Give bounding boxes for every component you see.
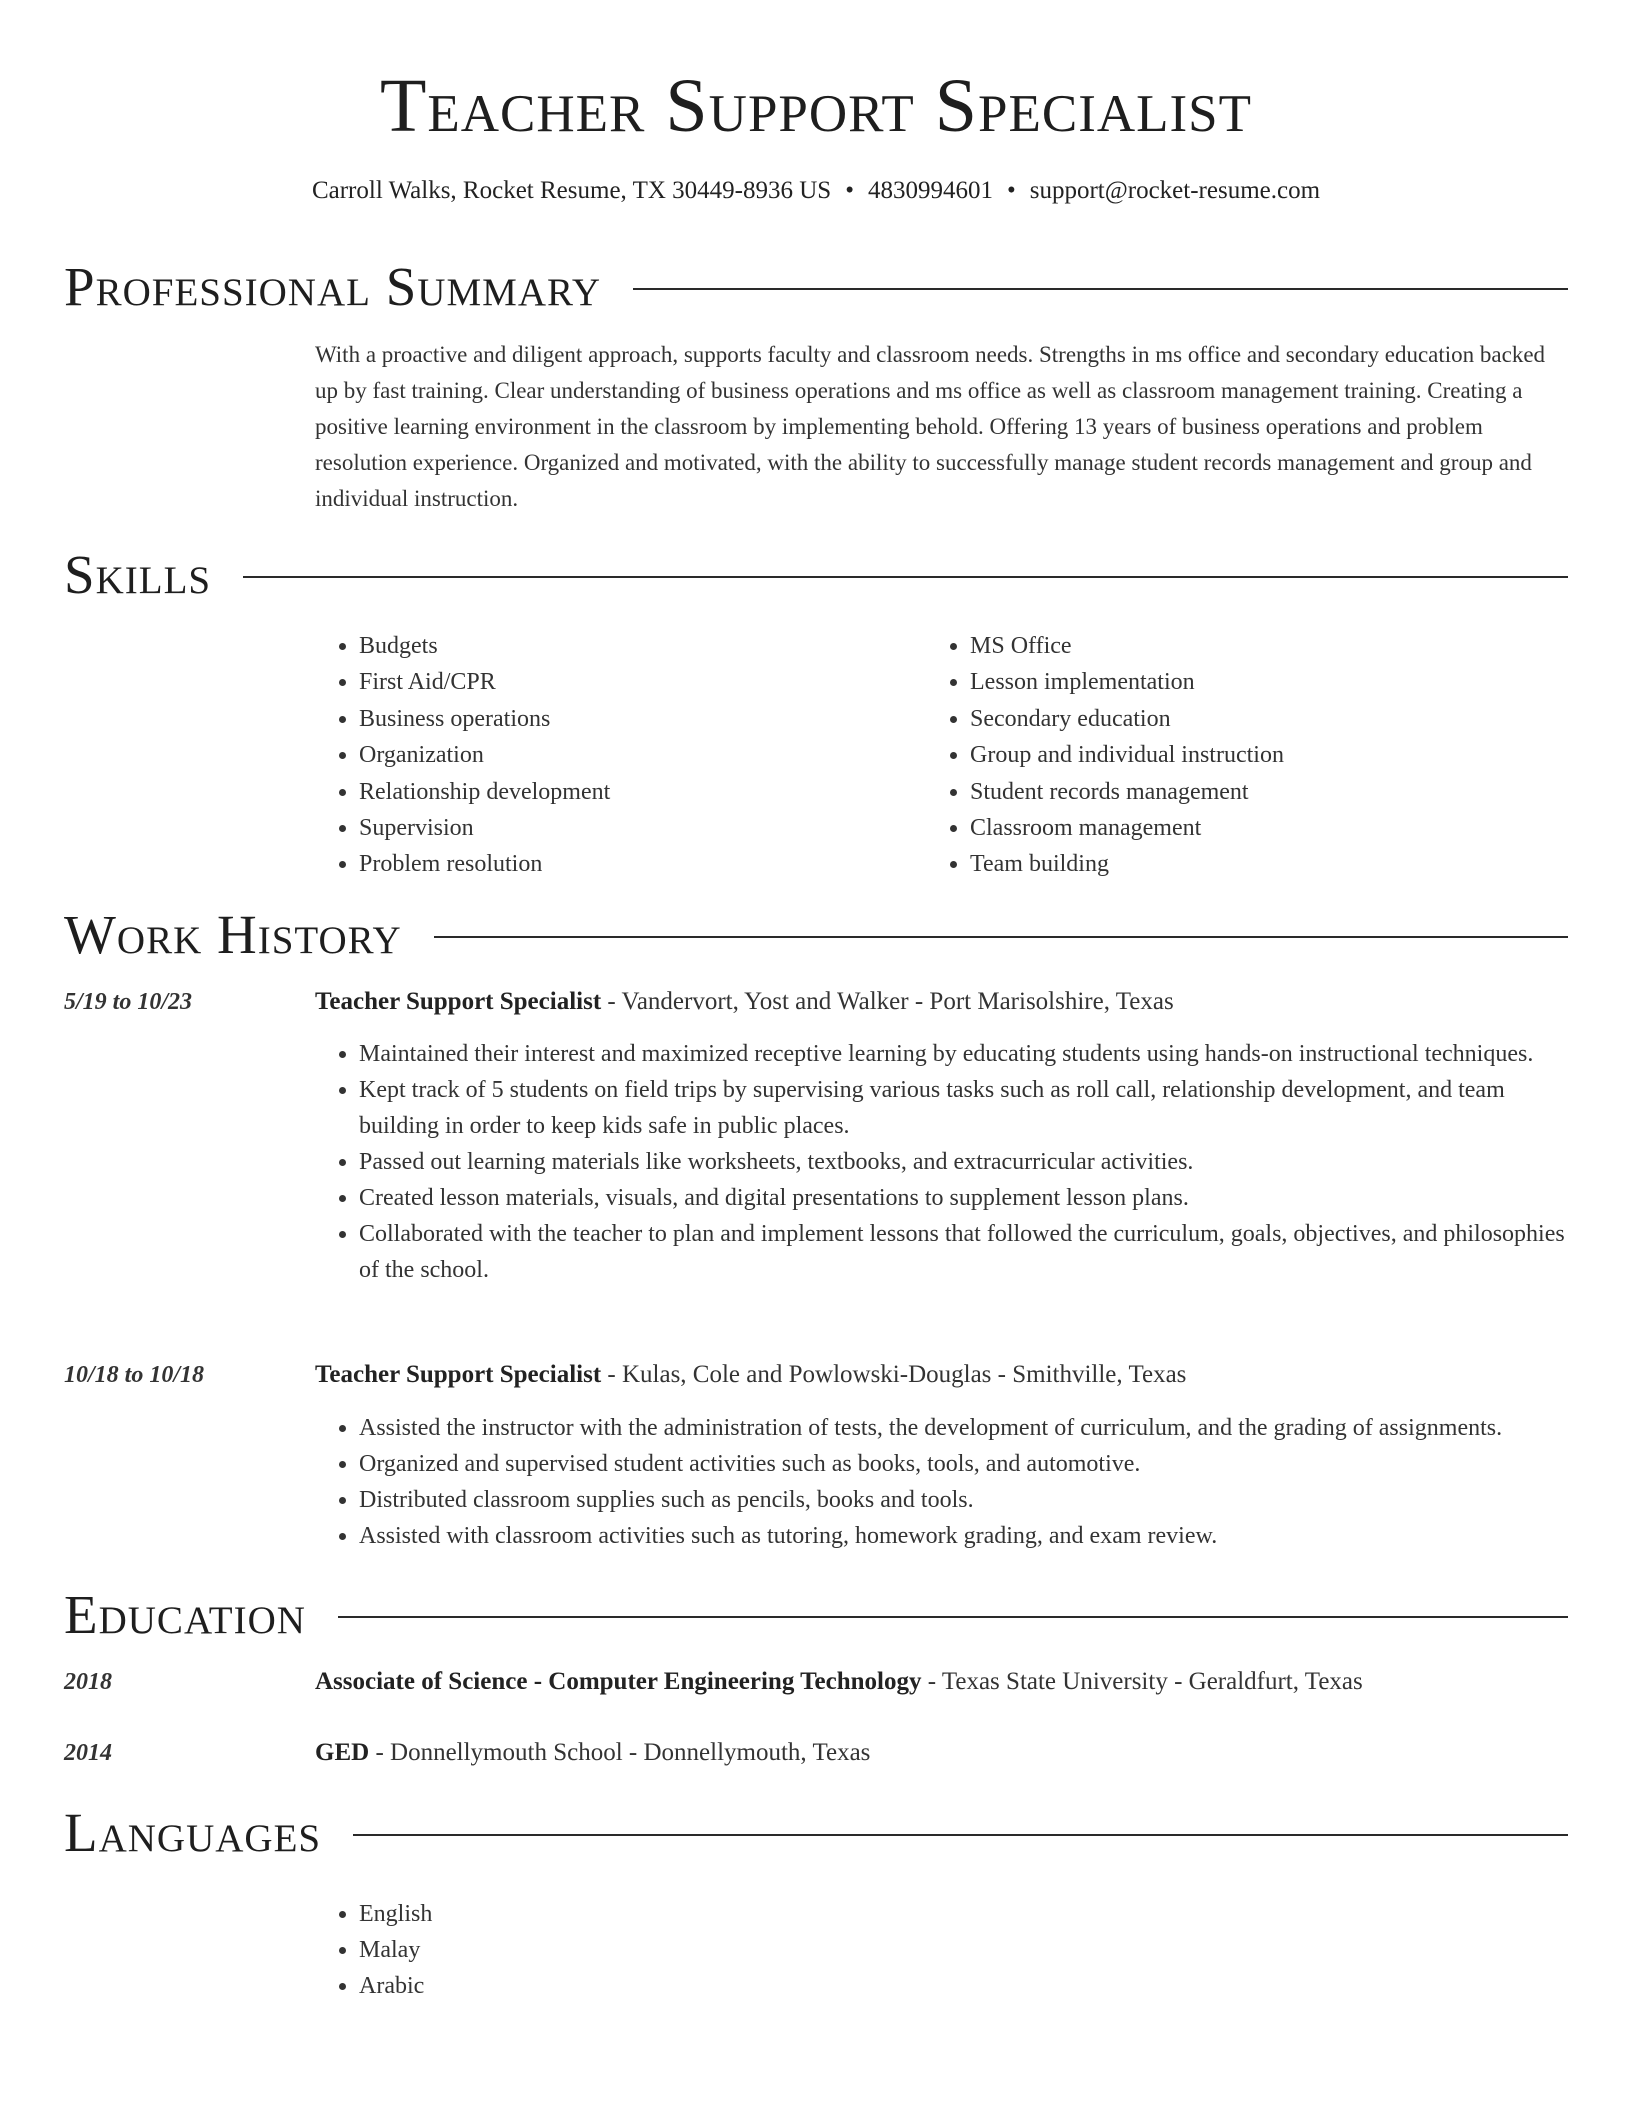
- skills-right-column: [926, 628, 1284, 883]
- job-bullets: [315, 1036, 1570, 1288]
- section-title: Languages: [64, 1802, 322, 1863]
- skill-item: • Student records management: [970, 774, 1284, 810]
- job-bullet: • Distributed classroom supplies such as pencils, books and tools.: [359, 1482, 1570, 1518]
- separator: •: [845, 177, 854, 204]
- job-bullets: [315, 1410, 1570, 1554]
- work-history-section-header: [64, 900, 1568, 970]
- education-year: 2018: [64, 1669, 112, 1695]
- skill-item: • Relationship development: [359, 774, 610, 810]
- section-divider: [243, 576, 1568, 578]
- languages-section-header: [64, 1798, 1568, 1868]
- job-heading: [315, 1357, 1186, 1393]
- skills-section-header: [64, 540, 1568, 610]
- section-divider: [353, 1834, 1568, 1836]
- job-employer: - Kulas, Cole and Powlowski-Douglas - Smithville, Texas: [601, 1361, 1187, 1388]
- job-bullet: • Maintained their interest and maximized receptive learning by educating students using hands-on instructional techniques.: [359, 1036, 1570, 1072]
- skill-item: • Lesson implementation: [970, 664, 1284, 700]
- section-divider: [434, 936, 1568, 938]
- job-bullet: • Collaborated with the teacher to plan and implement lessons that followed the curriculum, goals, objectives, and philosophies of the school.: [359, 1216, 1570, 1288]
- education-year: 2014: [64, 1740, 112, 1766]
- job-bullet: • Assisted with classroom activities such as tutoring, homework grading, and exam review.: [359, 1518, 1570, 1554]
- separator: •: [1006, 177, 1016, 204]
- job-bullet: • Assisted the instructor with the administration of tests, the development of curriculum, and the grading of assignments.: [359, 1410, 1570, 1446]
- job-employer: - Vandervort, Yost and Walker - Port Marisolshire, Texas: [601, 988, 1174, 1015]
- degree: GED: [315, 1739, 370, 1766]
- job-title: Teacher Support Specialist: [315, 1361, 602, 1388]
- job-title: Teacher Support Specialist: [315, 988, 602, 1015]
- section-divider: [338, 1616, 1568, 1618]
- languages-list: [315, 1896, 432, 2004]
- job-dates: 5/19 to 10/23: [64, 989, 193, 1015]
- skill-item: • Budgets: [359, 628, 610, 664]
- skill-item: • Group and individual instruction: [970, 737, 1284, 773]
- skill-item: • Team building: [970, 846, 1284, 882]
- skill-item: • Classroom management: [970, 810, 1284, 846]
- language-item: • Malay: [359, 1932, 432, 1968]
- resume-title: Teacher Support Specialist: [379, 64, 1252, 148]
- contact-line: [0, 174, 1632, 208]
- job-bullet: • Created lesson materials, visuals, and digital presentations to supplement lesson plans.: [359, 1180, 1570, 1216]
- language-item: • Arabic: [359, 1968, 432, 2004]
- job-bullet: • Passed out learning materials like worksheets, textbooks, and extracurricular activities.: [359, 1144, 1570, 1180]
- section-title: Skills: [64, 544, 212, 605]
- section-divider: [633, 288, 1568, 290]
- phone: 4830994601: [867, 177, 993, 204]
- skills-left-column: [315, 628, 610, 883]
- skill-item: • Supervision: [359, 810, 610, 846]
- job-heading: [315, 984, 1174, 1020]
- language-item: • English: [359, 1896, 432, 1932]
- job-dates: 10/18 to 10/18: [64, 1362, 205, 1388]
- skill-item: • Secondary education: [970, 701, 1284, 737]
- section-title: Work History: [64, 904, 402, 965]
- address: Carroll Walks, Rocket Resume, TX 30449-8936 US: [311, 177, 832, 204]
- skill-item: • Problem resolution: [359, 846, 610, 882]
- skill-item: • MS Office: [970, 628, 1284, 664]
- summary-text: With a proactive and diligent approach, supports faculty and classroom needs. Strengths in ms office and secondary education backed up by fast training. Clear understanding of business operations and ms office as well as classroom management training. Creating a positive learning environment in the classroom by implementing behold. Offering 13 years of business operations and problem resolution experience. Organized and motivated, with the ability to successfully manage student records management and group and individual instruction.: [315, 342, 1546, 511]
- job-bullet: • Organized and supervised student activities such as books, tools, and automotive.: [359, 1446, 1570, 1482]
- education-entry: [315, 1735, 870, 1771]
- degree: Associate of Science - Computer Engineering Technology: [315, 1668, 922, 1695]
- summary-section-header: [64, 252, 1568, 322]
- section-title: Education: [64, 1584, 306, 1645]
- education-section-header: [64, 1580, 1568, 1650]
- school: - Texas State University - Geraldfurt, Texas: [921, 1668, 1363, 1695]
- skill-item: • Business operations: [359, 701, 610, 737]
- section-title: Professional Summary: [64, 256, 602, 317]
- education-entry: [315, 1664, 1363, 1700]
- skill-item: • First Aid/CPR: [359, 664, 610, 700]
- job-bullet: • Kept track of 5 students on field trips by supervising various tasks such as roll call, relationship development, and team building in order to keep kids safe in public places.: [359, 1072, 1570, 1144]
- skill-item: • Organization: [359, 737, 610, 773]
- school: - Donnellymouth School - Donnellymouth, Texas: [369, 1739, 871, 1766]
- email: support@rocket-resume.com: [1029, 177, 1321, 204]
